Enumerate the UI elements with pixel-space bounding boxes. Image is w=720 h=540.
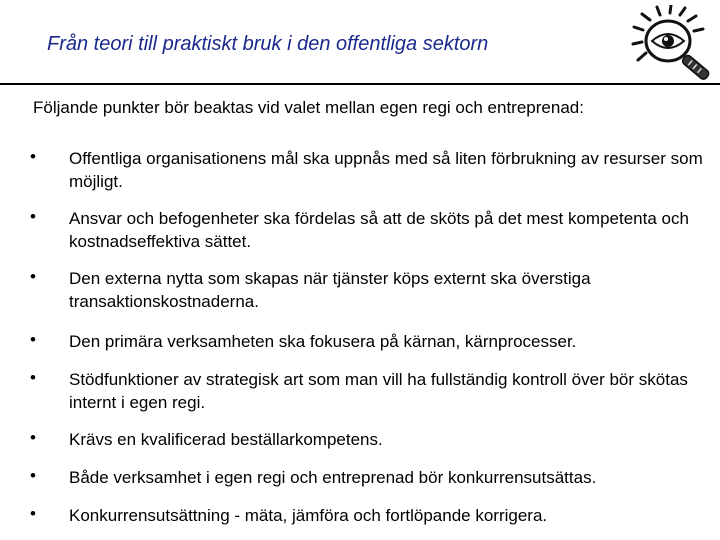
bullet-marker: • xyxy=(30,330,36,349)
list-item-text: Offentliga organisationens mål ska uppnås med så liten förbrukning av resurser som möjligt. xyxy=(69,149,703,191)
list-item-text: Konkurrensutsättning - mäta, jämföra och fortlöpande korrigera. xyxy=(69,506,548,525)
list-item-text: Den externa nytta som skapas när tjänster köps externt ska överstiga transaktionskostnaderna. xyxy=(69,269,591,311)
intro-text: Följande punkter bör beaktas vid valet mellan egen regi och entreprenad: xyxy=(33,98,584,117)
list-item-text: Krävs en kvalificerad beställarkompetens. xyxy=(69,430,383,449)
bullet-marker: • xyxy=(30,504,36,523)
bullet-marker: • xyxy=(30,147,36,166)
bullet-marker: • xyxy=(30,466,36,485)
eye-magnifier-icon xyxy=(630,5,716,87)
bullet-marker: • xyxy=(30,207,36,226)
bullet-marker: • xyxy=(30,368,36,387)
list-item-text: Stödfunktioner av strategisk art som man vill ha fullständig kontroll över bör skötas internt i egen regi. xyxy=(69,370,688,412)
page-title: Från teori till praktiskt bruk i den offentliga sektorn xyxy=(47,33,489,55)
list-item-text: Den primära verksamheten ska fokusera på kärnan, kärnprocesser. xyxy=(69,332,577,351)
title-divider xyxy=(0,83,720,85)
bullet-marker: • xyxy=(30,428,36,447)
bullet-marker: • xyxy=(30,267,36,286)
list-item-text: Ansvar och befogenheter ska fördelas så att de sköts på det mest kompetenta och kostnadseffektiva sättet. xyxy=(69,209,689,251)
list-item-text: Både verksamhet i egen regi och entreprenad bör konkurrensutsättas. xyxy=(69,468,597,487)
